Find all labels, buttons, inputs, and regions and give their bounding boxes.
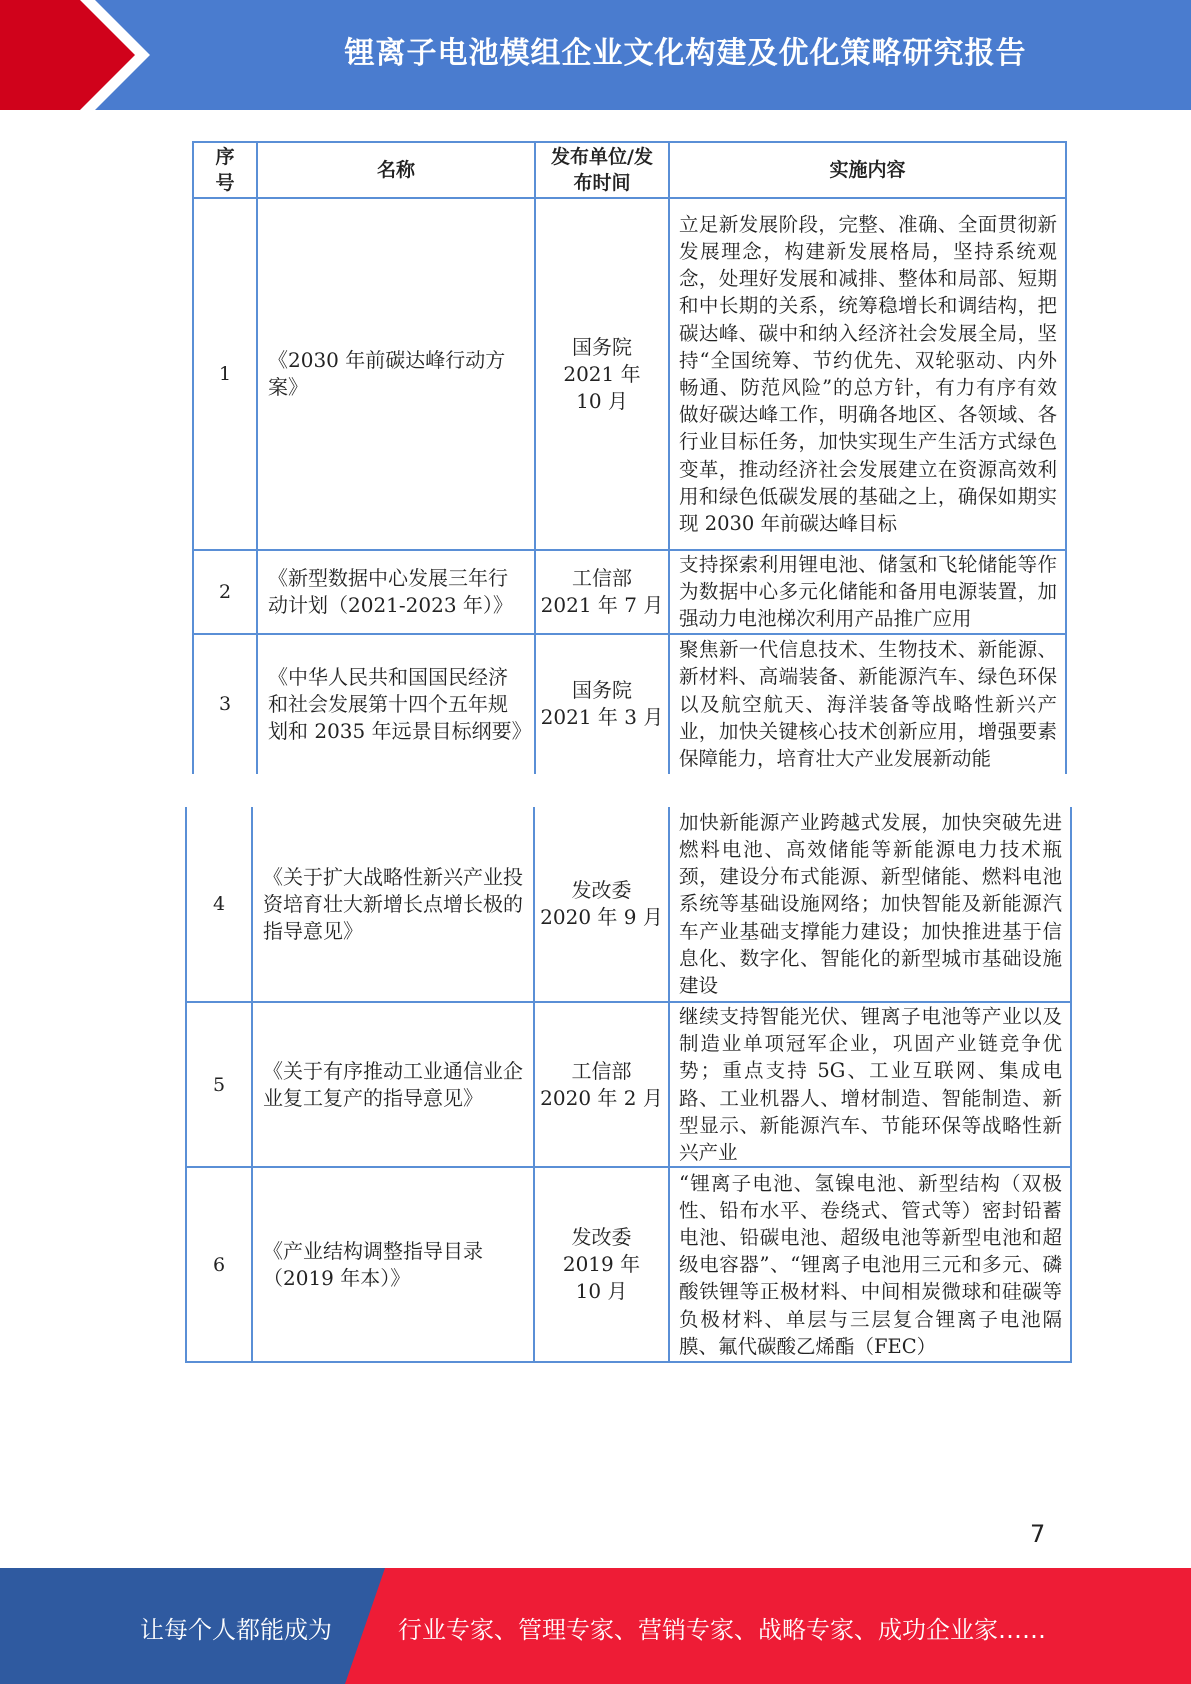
row-name: 《关于扩大战略性新兴产业投资培育壮大新增长点增长极的指导意见》 xyxy=(252,807,534,1002)
publisher-unit: 发改委 xyxy=(571,878,632,902)
row-content: “锂离子电池、氢镍电池、新型结构（双极性、铅布水平、卷绕式、管式等）密封铅蓄电池、铅碳电池、超级电池等新型电池和超级电容器”、“锂离子电池用三元和多元、磷酸铁锂等正极材料、中间相炭微球和硅碳等负极材料、单层与三层复合锂离子电池隔膜、氟代碳酸乙烯酯（FEC） xyxy=(669,1167,1071,1362)
row-no: 5 xyxy=(186,1002,252,1167)
table-row xyxy=(193,198,1066,550)
footer-slogan-left: 让每个人都能成为 xyxy=(140,1616,332,1644)
publish-date: 2020 年 2 月 xyxy=(540,1085,663,1110)
publisher-unit: 工信部 xyxy=(572,565,632,590)
table-row xyxy=(193,634,1066,774)
publisher-unit: 国务院 xyxy=(572,678,632,703)
footer-slogan-right: 行业专家、管理专家、营销专家、战略专家、成功企业家…… xyxy=(398,1616,1046,1644)
publisher-unit: 工信部 xyxy=(571,1058,632,1083)
publish-date: 2021 年 3 月 xyxy=(540,705,664,730)
publish-date: 2020 年 9 月 xyxy=(540,905,663,929)
row-content: 加快新能源产业跨越式发展，加快突破先进燃料电池、高效储能等新能源电力技术瓶颈，建设分布式能源、新型储能、燃料电池系统等基础设施网络；加快智能及新能源汽车产业基础支撑能力建设；加快推进基于信息化、数字化、智能化的新型城市基础设施建设 xyxy=(669,807,1071,1002)
row-content: 聚焦新一代信息技术、生物技术、新能源、新材料、高端装备、新能源汽车、绿色环保以及航空航天、海洋装备等战略性新兴产业，加快关键核心技术创新应用，增强要素保障能力，培育壮大产业发展新动能 xyxy=(669,634,1066,774)
header-title: 锂离子电池模组企业文化构建及优化策略研究报告 xyxy=(344,36,1027,71)
row-name: 《新型数据中心发展三年行动计划（2021-2023 年）》 xyxy=(257,550,535,634)
header-no: 序号 xyxy=(193,142,257,198)
row-publisher xyxy=(534,1002,669,1167)
header-name: 名称 xyxy=(257,142,535,198)
row-publisher xyxy=(535,634,669,774)
row-publisher xyxy=(535,198,669,550)
row-name: 《产业结构调整指导目录（2019 年本）》 xyxy=(252,1167,534,1362)
header-publisher: 发布单位/发布时间 xyxy=(535,142,669,198)
publish-date: 2019 年 10 月 xyxy=(562,1252,641,1304)
row-name: 《中华人民共和国国民经济和社会发展第十四个五年规划和 2035 年远景目标纲要》 xyxy=(257,634,535,774)
page-header xyxy=(0,0,1191,110)
row-no: 6 xyxy=(186,1167,252,1362)
row-name: 《关于有序推动工业通信业企业复工复产的指导意见》 xyxy=(252,1002,534,1167)
policy-table-part-2 xyxy=(185,807,1072,1363)
row-content: 立足新发展阶段，完整、准确、全面贯彻新发展理念，构建新发展格局，坚持系统观念，处理好发展和减排、整体和局部、短期和中长期的关系，统筹稳增长和调结构，把碳达峰、碳中和纳入经济社会发展全局，坚持“全国统筹、节约优先、双轮驱动、内外畅通、防范风险”的总方针，有力有序有效做好碳达峰工作，明确各地区、各领域、各行业目标任务，加快实现生产生活方式绿色变革，推动经济社会发展建立在资源高效利用和绿色低碳发展的基础之上，确保如期实现 2030 年前碳达峰目标 xyxy=(669,198,1066,550)
row-no: 2 xyxy=(193,550,257,634)
header-content: 实施内容 xyxy=(669,142,1066,198)
row-content: 继续支持智能光伏、锂离子电池等产业以及制造业单项冠军企业，巩固产业链竞争优势；重点支持 5G、工业互联网、集成电路、工业机器人、增材制造、智能制造、新型显示、新能源汽车、节能环保等战略性新兴产业 xyxy=(669,1002,1071,1167)
publish-date: 2021 年 7 月 xyxy=(540,592,664,617)
row-no: 1 xyxy=(193,198,257,550)
table-header-row xyxy=(193,142,1066,198)
header-arrow-decoration xyxy=(0,0,180,110)
page-footer xyxy=(0,1568,1191,1684)
page-number: 7 xyxy=(1030,1520,1046,1548)
row-content: 支持探索利用锂电池、储氢和飞轮储能等作为数据中心多元化储能和备用电源装置，加强动力电池梯次利用产品推广应用 xyxy=(669,550,1066,634)
row-name: 《2030 年前碳达峰行动方案》 xyxy=(257,198,535,550)
row-publisher xyxy=(534,1167,669,1362)
table-row xyxy=(186,1002,1071,1167)
policy-table-part-1 xyxy=(192,141,1067,774)
row-no: 4 xyxy=(186,807,252,1002)
table-row xyxy=(186,807,1071,1002)
row-publisher xyxy=(535,550,669,634)
publish-date: 2021 年 10 月 xyxy=(563,361,641,413)
publisher-unit: 发改委 xyxy=(571,1225,632,1250)
row-no: 3 xyxy=(193,634,257,774)
row-publisher xyxy=(534,807,669,1002)
table-row xyxy=(186,1167,1071,1362)
table-row xyxy=(193,550,1066,634)
publisher-unit: 国务院 xyxy=(572,334,632,359)
